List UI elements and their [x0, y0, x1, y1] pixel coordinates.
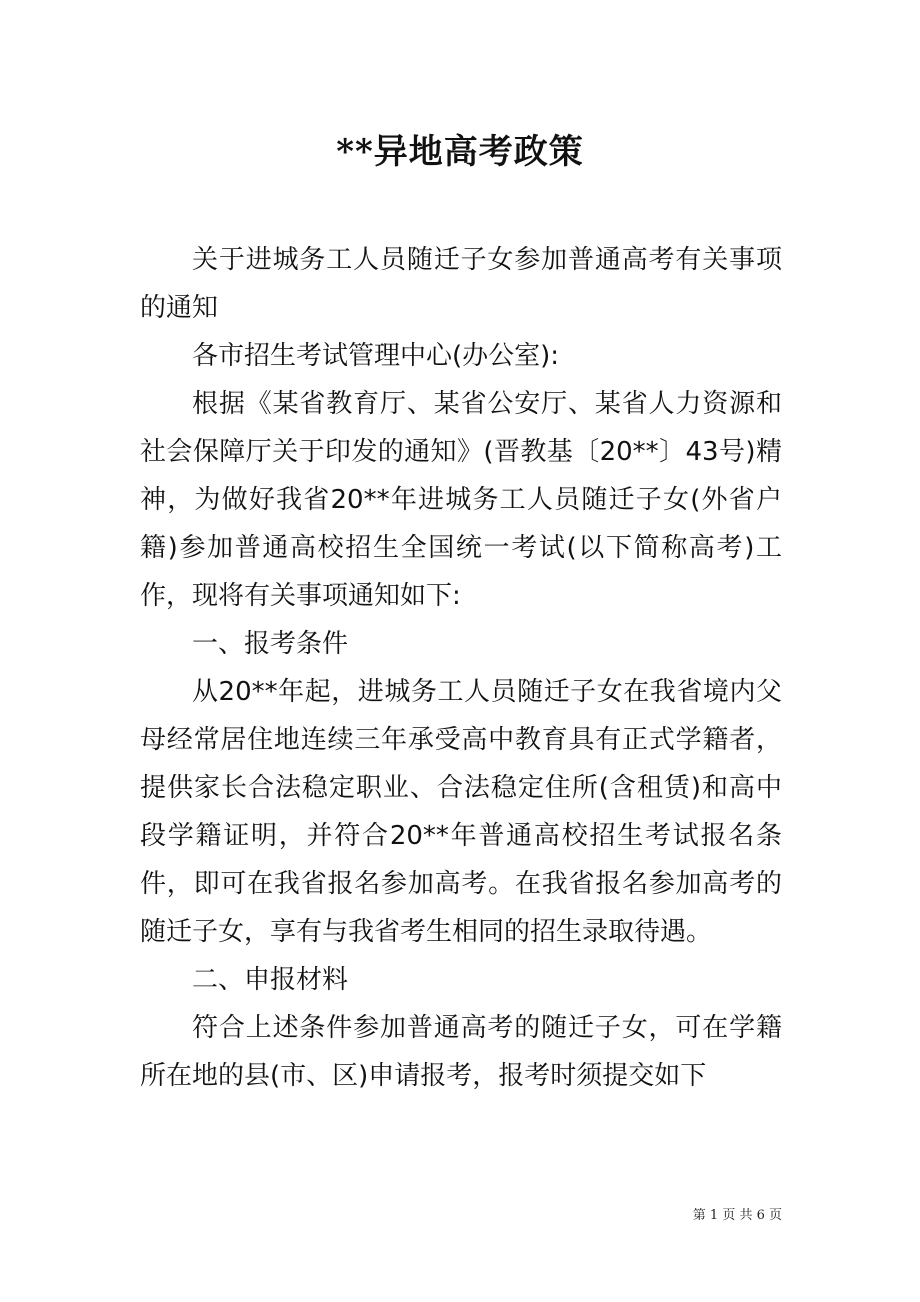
paragraph-notice-title: 关于进城务工人员随迁子女参加普通高考有关事项的通知	[140, 245, 782, 323]
document-title: **异地高考政策	[336, 132, 584, 172]
paragraph-addressee: 各市招生考试管理中心(办公室):	[192, 341, 560, 371]
section-heading-conditions: 一、报考条件	[192, 629, 349, 659]
paragraph-conditions: 从20**年起，进城务工人员随迁子女在我省境内父母经常居住地连续三年承受高中教育具有正式学籍者，提供家长合法稳定职业、合法稳定住所(含租赁)和高中段学籍证明，并符合20**年普通高校招生考试报名条件，即可在我省报名参加高考。在我省报名参加高考的随迁子女，享有与我省考生相同的招生录取待遇。	[140, 677, 782, 947]
paragraph-intro: 根据《某省教育厅、某省公安厅、某省人力资源和社会保障厅关于印发的通知》(晋教基〔20**〕43号)精神，为做好我省20**年进城务工人员随迁子女(外省户籍)参加普通高校招生全国统一考试(以下简称高考)工作，现将有关事项通知如下:	[140, 389, 782, 611]
paragraph-materials: 符合上述条件参加普通高考的随迁子女，可在学籍所在地的县(市、区)申请报考，报考时须提交如下	[140, 1013, 782, 1091]
section-heading-materials: 二、申报材料	[192, 965, 349, 995]
page-number-footer: 第 1 页 共 6 页	[692, 1208, 782, 1223]
document-body	[140, 236, 782, 1100]
